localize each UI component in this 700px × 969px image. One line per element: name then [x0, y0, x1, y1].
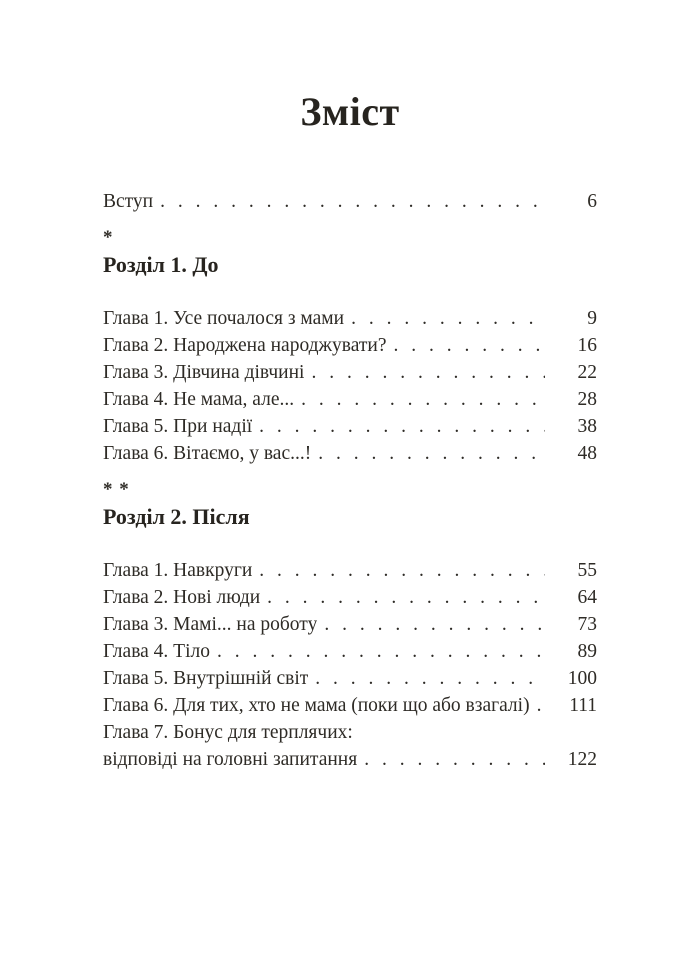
toc-entry [103, 584, 597, 611]
toc-entry-page: 73 [577, 614, 597, 635]
toc-entry [103, 332, 597, 359]
dot-leader [301, 386, 545, 413]
section-heading: Розділ 2. Після [103, 504, 250, 529]
dot-leader [160, 188, 545, 215]
dot-leader [315, 665, 545, 692]
chapter-list [103, 557, 597, 773]
toc-entry-label: Глава 2. Народжена народжувати? [103, 335, 387, 356]
dot-leader [324, 611, 545, 638]
section-marker: * * [103, 479, 130, 500]
chapter-list [103, 305, 597, 467]
toc-entry-label: Глава 4. Не мама, але... [103, 389, 295, 410]
toc-entry-page: 89 [577, 641, 597, 662]
toc-entry-page: 16 [577, 335, 597, 356]
section-marker: * [103, 227, 114, 248]
toc-entry-label: Глава 6. Для тих, хто не мама (поки що або взагалі) [103, 695, 530, 716]
toc-entry-label: Глава 5. При надії [103, 416, 253, 437]
dot-leader [351, 305, 545, 332]
toc-entry-page: 28 [577, 389, 597, 410]
toc-section-2 [103, 480, 597, 773]
dot-leader [537, 692, 545, 719]
toc-entry-page: 9 [587, 308, 597, 329]
toc-entry-intro [103, 188, 597, 215]
toc-entry [103, 611, 597, 638]
toc-entry-page: 122 [567, 749, 597, 770]
toc-entry-page: 100 [567, 668, 597, 689]
toc-entry-label: Глава 2. Нові люди [103, 587, 261, 608]
toc-entry-page: 55 [577, 560, 597, 581]
toc-entry-label: Глава 3. Дівчина дівчині [103, 362, 305, 383]
dot-leader [394, 332, 546, 359]
dot-leader [217, 638, 545, 665]
toc-entry [103, 692, 597, 719]
dot-leader [318, 440, 545, 467]
dot-leader [259, 557, 545, 584]
toc-entry-label: Глава 5. Внутрішній світ [103, 668, 309, 689]
dot-leader [259, 413, 545, 440]
toc-entry [103, 440, 597, 467]
toc-entry-label: Глава 6. Вітаємо, у вас...! [103, 443, 312, 464]
dot-leader [364, 746, 545, 773]
toc-entry-label: Вступ [103, 191, 154, 212]
toc-entry [103, 305, 597, 332]
toc-entry-wrapped-line2 [103, 746, 597, 773]
section-heading: Розділ 1. До [103, 252, 219, 277]
toc-entry-page: 6 [587, 191, 597, 212]
toc-entry-label: Глава 4. Тіло [103, 641, 210, 662]
toc-entry-page: 64 [577, 587, 597, 608]
toc-entry-page: 111 [569, 695, 597, 716]
dot-leader [311, 359, 545, 386]
toc-entry-page: 48 [577, 443, 597, 464]
toc-entry-label: Глава 7. Бонус для терплячих: [103, 722, 353, 743]
toc-entry-page: 38 [577, 416, 597, 437]
dot-leader [267, 584, 545, 611]
toc-entry-label: Глава 1. Усе почалося з мами [103, 308, 345, 329]
toc-entry [103, 413, 597, 440]
toc-entry-label: Глава 1. Навкруги [103, 560, 253, 581]
toc-section-1 [103, 228, 597, 467]
toc-entry-label: Глава 3. Мамі... на роботу [103, 614, 318, 635]
page-title: Зміст [300, 89, 400, 134]
toc-entry-label: відповіді на головні запитання [103, 749, 358, 770]
toc-entry [103, 665, 597, 692]
toc-entry-page: 22 [577, 362, 597, 383]
toc-entry [103, 386, 597, 413]
toc-entry [103, 359, 597, 386]
toc-entry [103, 557, 597, 584]
toc-entry-wrapped-line1 [103, 719, 597, 746]
toc-entry [103, 638, 597, 665]
